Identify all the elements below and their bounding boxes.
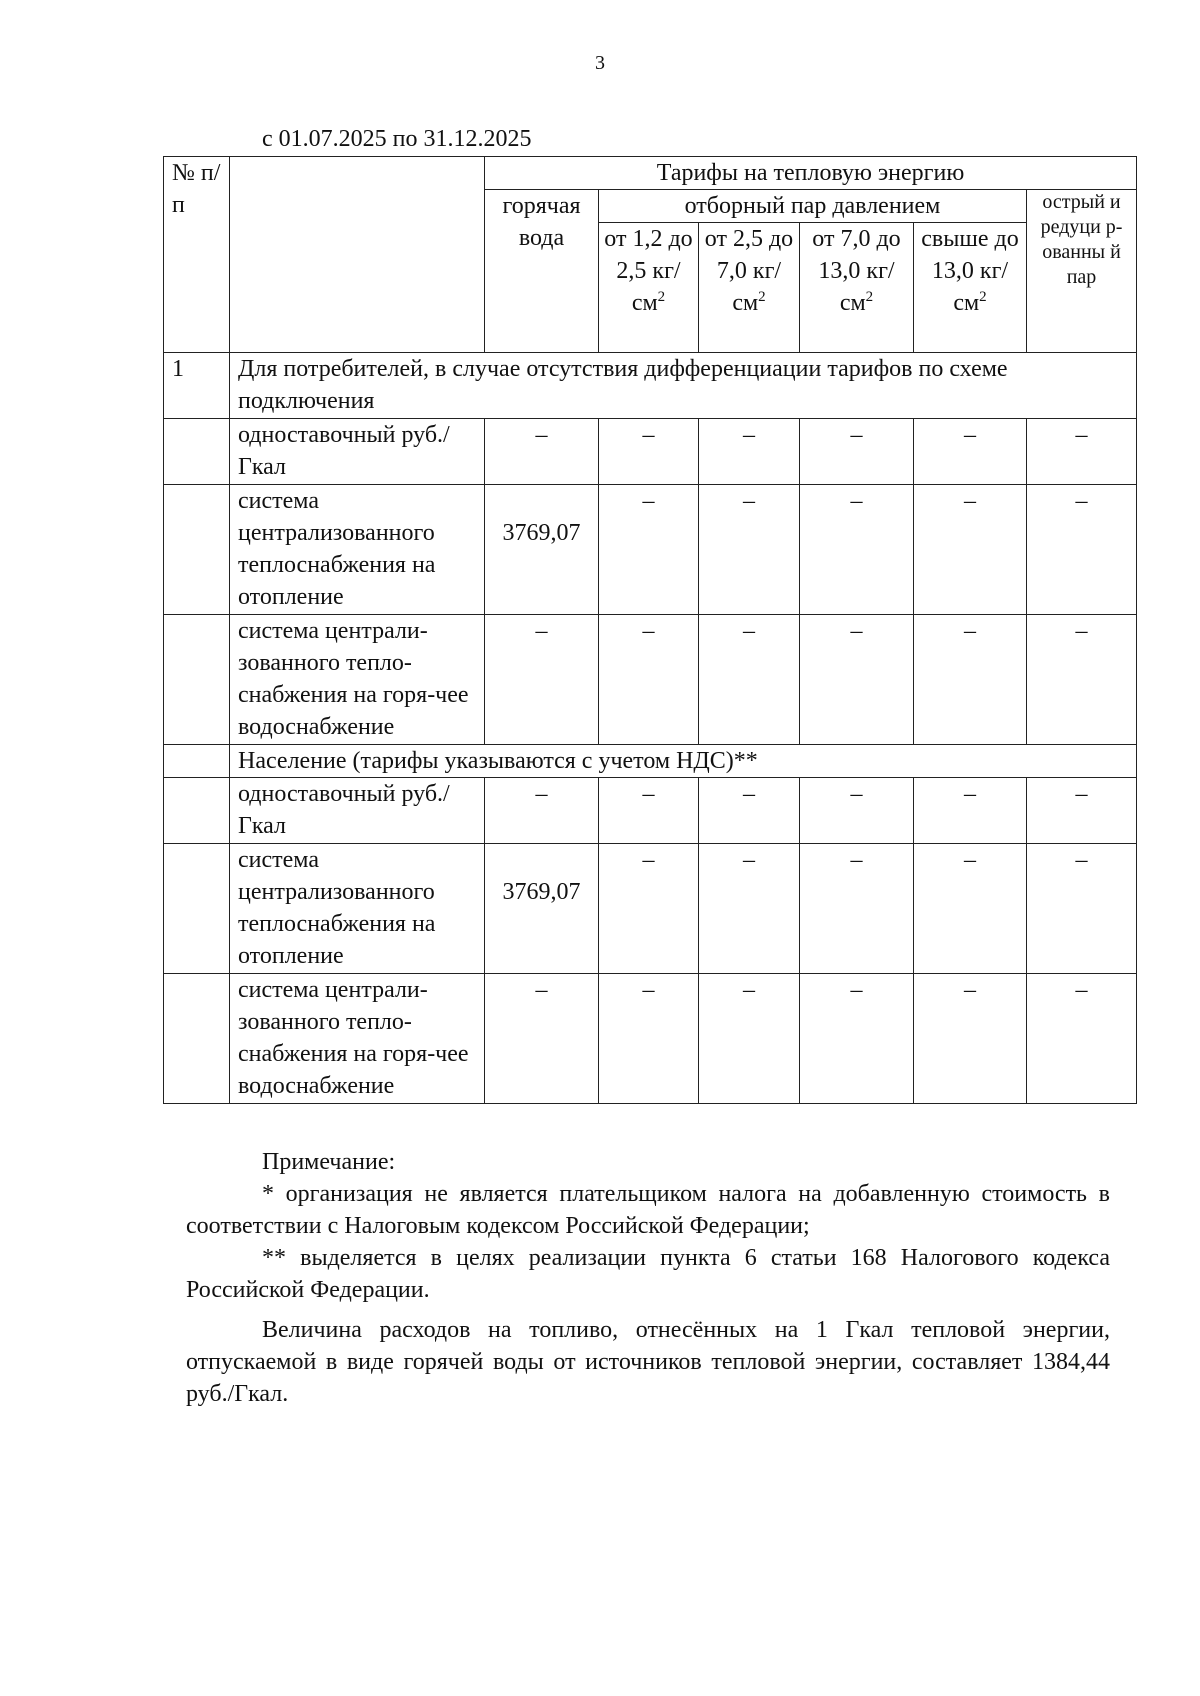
period-label: с 01.07.2025 по 31.12.2025 [262,126,532,152]
row-label: одноставочный руб./Гкал [230,778,485,844]
table-row [164,974,1137,1104]
cell-steam-3: – [800,844,914,974]
row-label: одноставочный руб./Гкал [230,419,485,485]
header-steam-1-2: от 1,2 до 2,5 $кг/см^2$ [599,223,699,353]
row-label: система централизованного теплоснабжения на отопление [230,485,485,615]
cell-sharp: – [1027,844,1137,974]
header-steam-13: свыше до 13,0 $кг/см^2$ [914,223,1027,353]
table-row [164,615,1137,745]
page-number: 3 [595,52,605,74]
cell-steam-2: – [699,615,800,745]
cell-hot-water: – [485,778,599,844]
cell-steam-1: – [599,615,699,745]
cell-steam-3: – [800,615,914,745]
cell-steam-2: – [699,844,800,974]
cell-hot-water: – [485,419,599,485]
header-tariffs: Тарифы на тепловую энергию [485,157,1137,190]
row-label: система централи-зованного тепло-снабжения на горя-чее водоснабжение [230,615,485,745]
header-steam-group: отборный пар давлением [599,190,1027,223]
header-steam-2-5: от 2,5 до 7,0 $кг/см^2$ [699,223,800,353]
notes-block [186,1146,1110,1410]
cell-steam-4: – [914,778,1027,844]
cell-steam-1: – [599,485,699,615]
note-vat-allocated: ** выделяется в целях реализации пункта 6 статьи 168 Налогового кодекса Российской Федерации. [186,1245,1110,1303]
cell-hot-water: 3769,07 [485,844,599,974]
section2-title: Население (тарифы указываются с учетом НДС)** [230,745,1137,778]
tariff-table [163,156,1137,1104]
header-hot-water: горячая вода [485,190,599,353]
header-num: № п/п [164,157,230,353]
cell-hot-water: 3769,07 [485,485,599,615]
cell-steam-4: – [914,974,1027,1104]
section1-title: Для потребителей, в случае отсутствия дифференциации тарифов по схеме подключения [230,353,1137,419]
note-fuel-costs: Величина расходов на топливо, отнесённых на 1 Гкал тепловой энергии, отпускаемой в виде горячей воды от источников тепловой энергии, составляет 1384,44 руб./Гкал. [186,1317,1110,1407]
cell-steam-1: – [599,844,699,974]
cell-steam-3: – [800,485,914,615]
section1-num: 1 [164,353,230,419]
cell-steam-2: – [699,419,800,485]
cell-steam-3: – [800,778,914,844]
table-row [164,485,1137,615]
table-row [164,778,1137,844]
row-label: система централи-зованного тепло-снабжения на горя-чее водоснабжение [230,974,485,1104]
table-row [164,844,1137,974]
header-blank [230,157,485,353]
cell-steam-1: – [599,419,699,485]
cell-sharp: – [1027,615,1137,745]
table-row [164,419,1137,485]
cell-steam-2: – [699,778,800,844]
cell-hot-water: – [485,615,599,745]
cell-steam-4: – [914,419,1027,485]
cell-steam-1: – [599,778,699,844]
cell-steam-3: – [800,419,914,485]
cell-steam-2: – [699,974,800,1104]
cell-steam-1: – [599,974,699,1104]
cell-steam-4: – [914,485,1027,615]
cell-steam-3: – [800,974,914,1104]
cell-steam-4: – [914,844,1027,974]
notes-heading: Примечание: [262,1149,396,1175]
cell-sharp: – [1027,485,1137,615]
header-sharp-steam: острый и редуци р-ованны й пар [1027,190,1137,353]
row-label: система централизованного теплоснабжения на отопление [230,844,485,974]
cell-steam-4: – [914,615,1027,745]
cell-sharp: – [1027,974,1137,1104]
cell-sharp: – [1027,419,1137,485]
cell-steam-2: – [699,485,800,615]
note-vat-exempt: * организация не является плательщиком налога на добавленную стоимость в соответствии с Налоговым кодексом Российской Федерации; [186,1181,1110,1239]
header-steam-7-0: от 7,0 до 13,0 $кг/см^2$ [800,223,914,353]
cell-hot-water: – [485,974,599,1104]
cell-sharp: – [1027,778,1137,844]
